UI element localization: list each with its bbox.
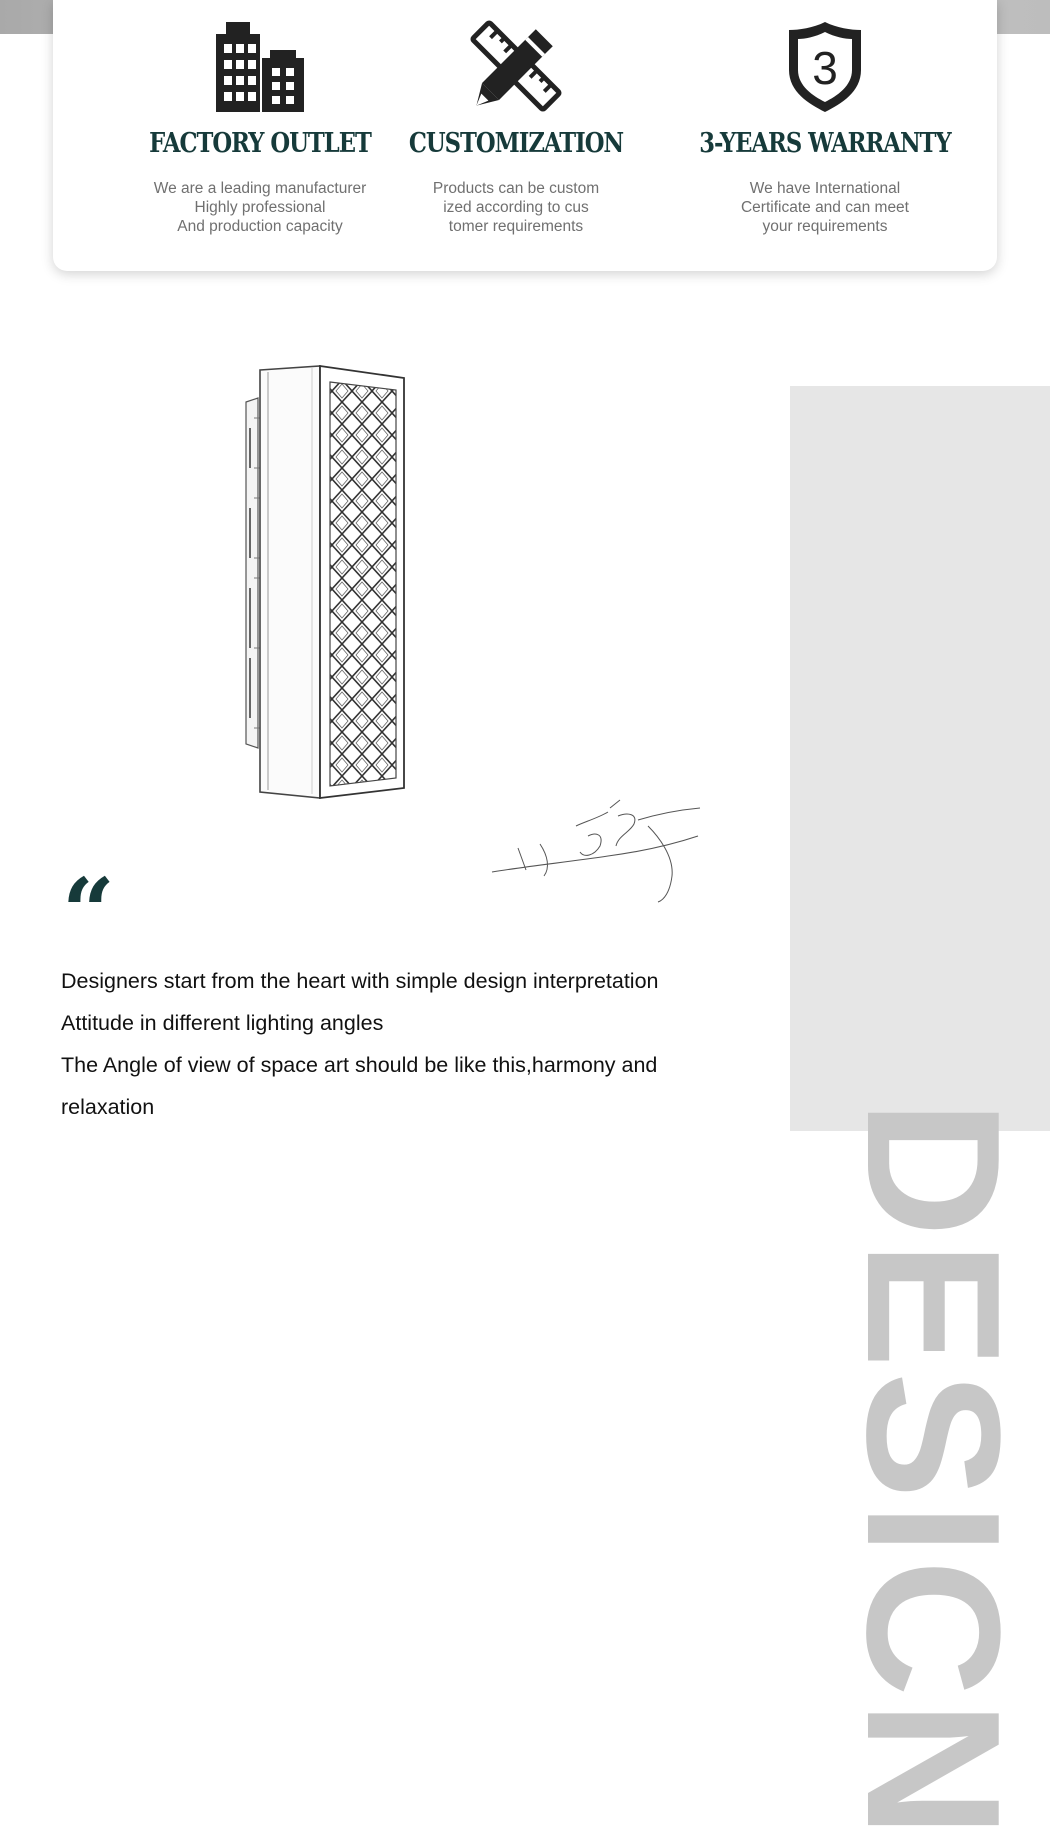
desc-line: And production capacity (177, 218, 343, 235)
statement-line: Attitude in different lighting angles (61, 1011, 384, 1035)
pencil-ruler-icon (466, 18, 566, 119)
feature-description (110, 179, 410, 236)
statement-line: Designers start from the heart with simple design interpretation (61, 969, 659, 993)
buildings-icon (214, 18, 306, 119)
desc-line: Certificate and can meet (740, 199, 909, 216)
design-side-panel (790, 386, 1050, 1131)
shield-three-icon (785, 18, 865, 121)
desc-line: We have International (749, 180, 901, 197)
product-sketch-image (232, 358, 412, 813)
feature-title: 3-YEARS WARRANTY (699, 128, 951, 159)
design-vertical-word: DESICN (827, 1100, 1039, 1842)
desc-line: We are a leading manufacturer (153, 180, 367, 197)
desc-line: ized according to cus (443, 199, 589, 216)
shield-number: 3 (812, 42, 838, 94)
quote-mark: “ (62, 858, 115, 966)
desc-line: tomer requirements (448, 218, 584, 235)
desc-line: your requirements (762, 218, 888, 235)
designer-signature (488, 796, 708, 911)
feature-description (675, 179, 975, 236)
feature-description (366, 179, 666, 236)
design-statement (61, 960, 761, 1128)
feature-card (53, 0, 997, 271)
statement-line: relaxation (61, 1095, 155, 1119)
desc-line: Highly professional (194, 199, 326, 216)
feature-title: CUSTOMIZATION (408, 128, 624, 159)
desc-line: Products can be custom (432, 180, 600, 197)
statement-line: The Angle of view of space art should be like this,harmony and (61, 1053, 658, 1077)
feature-title: FACTORY OUTLET (149, 128, 371, 159)
